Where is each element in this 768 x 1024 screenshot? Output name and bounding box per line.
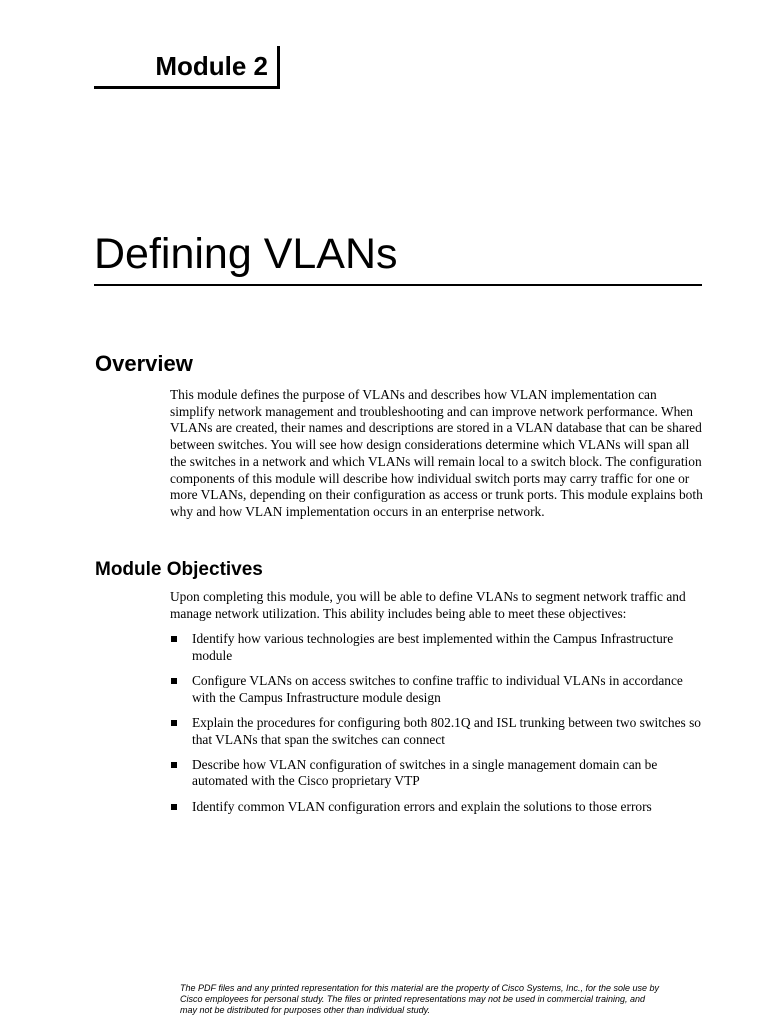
copyright-notice: The PDF files and any printed representation for this material are the property of Cisco Systems, Inc., for the sole use by Cisco employees for personal study. The files or printed representations may not be used in commercial training, and may not be distributed for purposes other than individual study. (180, 983, 660, 1015)
square-bullet-icon (171, 720, 177, 726)
objectives-heading: Module Objectives (95, 559, 263, 580)
square-bullet-icon (171, 636, 177, 642)
objectives-list (170, 631, 704, 824)
objective-text: Identify how various technologies are best implemented within the Campus Infrastructure module (192, 631, 674, 663)
objective-text: Identify common VLAN configuration errors and explain the solutions to those errors (192, 798, 652, 814)
objective-item (170, 799, 704, 816)
overview-heading: Overview (95, 351, 193, 376)
module-label: Module 2 (155, 51, 268, 81)
module-header (94, 46, 280, 89)
objective-text: Configure VLANs on access switches to confine traffic to individual VLANs in accordance with the Campus Infrastructure module design (192, 672, 683, 705)
square-bullet-icon (171, 678, 177, 684)
square-bullet-icon (171, 804, 177, 810)
objectives-intro: Upon completing this module, you will be able to define VLANs to segment network traffic and manage network utilization. This ability includes being able to meet these objectives: (170, 589, 686, 621)
objective-text: Describe how VLAN configuration of switches in a single management domain can be automated with the Cisco proprietary VTP (192, 756, 658, 789)
objective-item (170, 631, 704, 664)
objective-item (170, 757, 704, 790)
objective-item (170, 673, 704, 706)
objective-item (170, 715, 704, 748)
overview-text: This module defines the purpose of VLANs and describes how VLAN implementation can simplify network management and troubleshooting and can improve network performance. When VLANs are created, their names and descriptions are stored in a VLAN database that can be shared between switches. You will see how design considerations determine which VLANs will span all the switches in a network and which VLANs will remain local to a switch block. The configuration components of this module will describe how individual switch ports may carry traffic for one or more VLANs, depending on their configuration as access or trunk ports. This module explains both why and how VLAN implementation occurs in an enterprise network. (170, 387, 703, 519)
objective-text: Explain the procedures for configuring both 802.1Q and ISL trunking between two switches so that VLANs that span the switches can connect (192, 714, 701, 747)
square-bullet-icon (171, 762, 177, 768)
page-title: Defining VLANs (94, 228, 702, 286)
